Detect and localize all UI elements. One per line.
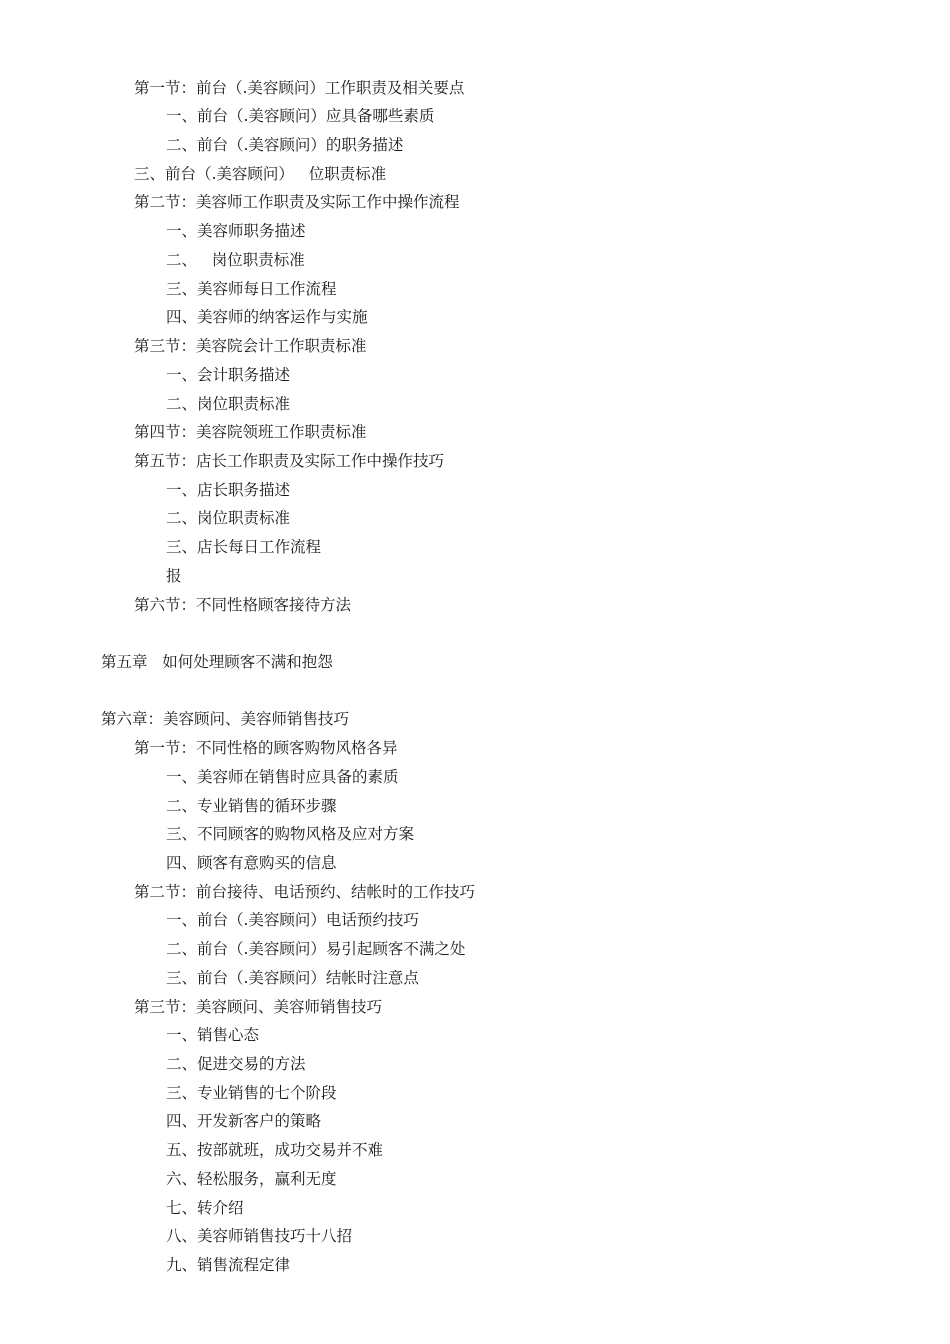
toc-item-line: 四、顾客有意购买的信息 [166,854,337,872]
toc-item-line: 一、美容师职务描述 [166,222,306,240]
toc-item-line: 二、专业销售的循环步骤 [166,797,337,815]
toc-item-line: 三、美容师每日工作流程 [166,280,337,298]
toc-item-line: 六、轻松服务，赢利无度 [166,1170,337,1188]
toc-item-line: 三、专业销售的七个阶段 [166,1084,337,1102]
toc-item-line: 二、岗位职责标准 [166,509,291,527]
toc-item-line: 一、前台（.美容顾问）应具备哪些素质 [166,107,435,125]
toc-item-line: 一、美容师在销售时应具备的素质 [166,768,399,786]
toc-section-line: 三、前台（.美容顾问） 位职责标准 [134,165,387,183]
toc-chapter-heading: 第五章 如何处理顾客不满和抱怨 [101,653,333,671]
toc-item-line: 二、 岗位职责标准 [166,251,305,269]
toc-item-line: 二、前台（.美容顾问）的职务描述 [166,136,404,154]
toc-item-line: 一、会计职务描述 [166,366,291,384]
toc-item-line: 五、按部就班，成功交易并不难 [166,1141,384,1159]
toc-item-line: 七、转介绍 [166,1199,244,1217]
toc-section-line: 第二节：前台接待、电话预约、结帐时的工作技巧 [134,883,476,901]
toc-item-line: 三、店长每日工作流程 [166,538,322,556]
toc-item-line: 三、不同顾客的购物风格及应对方案 [166,825,415,843]
toc-section-line: 第一节：前台（.美容顾问）工作职责及相关要点 [134,79,465,97]
toc-item-line: 二、促进交易的方法 [166,1055,306,1073]
toc-item-line: 一、店长职务描述 [166,481,291,499]
toc-item-line: 四、美容师的纳客运作与实施 [166,308,368,326]
toc-section-line: 第二节：美容师工作职责及实际工作中操作流程 [134,193,460,211]
toc-item-line: 九、销售流程定律 [166,1256,291,1274]
toc-item-line: 二、岗位职责标准 [166,395,291,413]
toc-item-line: 一、销售心态 [166,1026,260,1044]
toc-section-line: 第五节：店长工作职责及实际工作中操作技巧 [134,452,445,470]
toc-item-line: 二、前台（.美容顾问）易引起顾客不满之处 [166,940,466,958]
toc-section-line: 第一节：不同性格的顾客购物风格各异 [134,739,398,757]
toc-item-line: 八、美容师销售技巧十八招 [166,1227,353,1245]
toc-item-line: 一、前台（.美容顾问）电话预约技巧 [166,911,419,929]
toc-chapter-heading: 第六章：美容顾问、美容师销售技巧 [101,710,350,728]
toc-section-line: 第四节：美容院领班工作职责标准 [134,423,367,441]
toc-item-line: 三、前台（.美容顾问）结帐时注意点 [166,969,419,987]
toc-section-line: 第六节：不同性格顾客接待方法 [134,596,352,614]
toc-section-line: 第三节：美容顾问、美容师销售技巧 [134,998,383,1016]
toc-item-line: 报 [166,567,182,585]
toc-section-line: 第三节：美容院会计工作职责标准 [134,337,367,355]
toc-item-line: 四、开发新客户的策略 [166,1112,322,1130]
